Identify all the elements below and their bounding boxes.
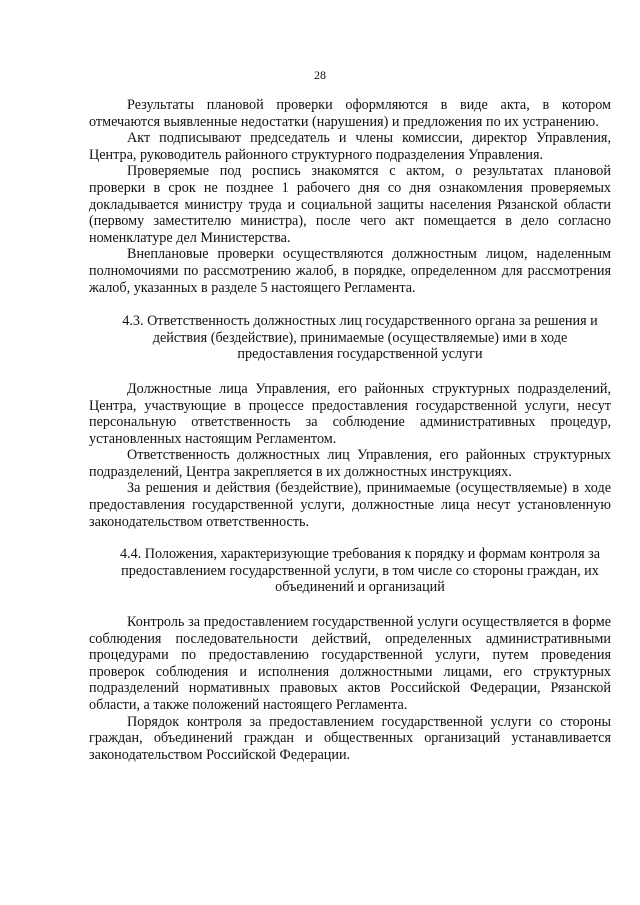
paragraph-job-instructions: Ответственность должностных лиц Управления, его районных структурных подразделений, Центра закрепляется в их должностных инструкциях. [89, 447, 611, 480]
paragraph-unscheduled-inspections: Внеплановые проверки осуществляются должностным лицом, наделенным полномочиями по рассмотрению жалоб, в порядке, определенном для рассмотрения жалоб, указанных в разделе 5 настоящего Регламента. [89, 246, 611, 296]
paragraph-act-acquaintance: Проверяемые под роспись знакомятся с актом, о результатах плановой проверки в срок не позднее 1 рабочего дня со дня ознакомления проверяемых докладывается министру труда и социальной защиты населения Рязанской области (первому заместителю министра), после чего акт помещается в дело согласно номенклатуре дел Министерства. [89, 163, 611, 246]
section-heading-4-3: 4.3. Ответственность должностных лиц государственного органа за решения и действия (бездействие), принимаемые (осуществляемые) ими в ходе предоставления государственной услуги [122, 313, 598, 363]
paragraph-legal-responsibility: За решения и действия (бездействие), принимаемые (осуществляемые) в ходе предоставления государственной услуги, должностные лица несут установленную законодательством ответственность. [89, 480, 611, 530]
paragraph-inspection-act: Результаты плановой проверки оформляются в виде акта, в котором отмечаются выявленные недостатки (нарушения) и предложения по их устранению. [89, 97, 611, 130]
section-heading-4-4: 4.4. Положения, характеризующие требования к порядку и формам контроля за предоставлением государственной услуги, в том числе со стороны граждан, их объединений и организаций [119, 546, 601, 596]
paragraph-control-form: Контроль за предоставлением государственной услуги осуществляется в форме соблюдения последовательности действий, определенных административными процедурами по предоставлению государственной услуги, путем проведения проверок соблюдения и исполнения должностными лицами, его структурных подразделений нормативных правовых актов Российской Федерации, Рязанской области, а также положений настоящего Регламента. [89, 614, 611, 713]
paragraph-act-signatories: Акт подписывают председатель и члены комиссии, директор Управления, Центра, руководитель районного структурного подразделения Управления. [89, 130, 611, 163]
paragraph-public-control: Порядок контроля за предоставлением государственной услуги со стороны граждан, объединений граждан и общественных организаций устанавливается законодательством Российской Федерации. [89, 713, 611, 763]
document-body [89, 97, 611, 763]
paragraph-personal-responsibility: Должностные лица Управления, его районных структурных подразделений, Центра, участвующие в процессе предоставления государственной услуги, несут персональную ответственность за соблюдение административных процедур, установленных настоящим Регламентом. [89, 380, 611, 447]
page-number: 28 [314, 68, 326, 82]
